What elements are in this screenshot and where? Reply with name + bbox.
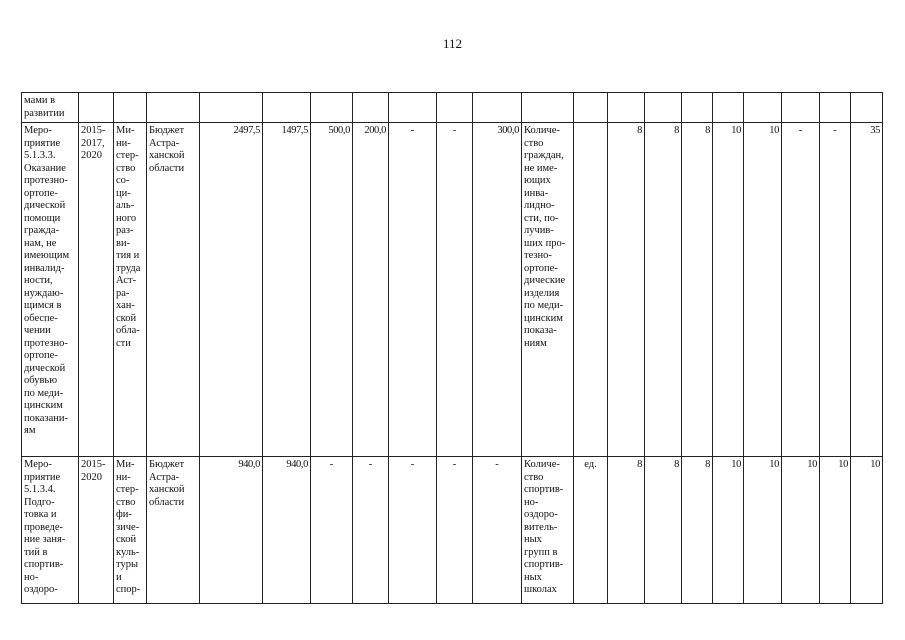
funding-source-cell: Бюджет Астра- ханской области [147,123,200,457]
period-cell: 2015- 2020 [79,457,114,604]
year-cell: - [389,457,437,604]
indicator-value-cell [744,93,782,123]
year-cell: - [473,457,522,604]
indicator-name-cell [522,93,574,123]
indicator-value-cell: 10 [851,457,883,604]
indicator-name-cell: Количе- ство спортив- но- оздоро- витель- ных групп в спортив- ных школах [522,457,574,604]
executor-cell: Ми- ни- стер- ство со- ци- aль- ного раз- ви- тия и труда Аст- ра- хан- ской обла- сти [114,123,147,457]
indicator-value-cell: 10 [713,457,744,604]
period-cell: 2015- 2017, 2020 [79,123,114,457]
executor-cell [114,93,147,123]
table-row-5-1-3-3 [22,123,883,457]
year-cell [473,93,522,123]
indicator-value-cell: - [782,123,820,457]
funding-source-cell [147,93,200,123]
indicator-value-cell [713,93,744,123]
indicator-value-cell: 10 [820,457,851,604]
indicator-value-cell [682,93,713,123]
total-cell: 2497,5 [200,123,263,457]
funding-source-cell: Бюджет Астра- ханской области [147,457,200,604]
indicator-value-cell: 10 [744,123,782,457]
total-cell [200,93,263,123]
year-cell [437,93,473,123]
indicator-value-cell [851,93,883,123]
total-cell: 940,0 [200,457,263,604]
year-cell: - [311,457,353,604]
year-cell: - [437,123,473,457]
year-cell: 500,0 [311,123,353,457]
indicator-value-cell: 8 [608,457,645,604]
year-cell: - [353,457,389,604]
year-cell [353,93,389,123]
indicator-value-cell: 8 [682,123,713,457]
unit-cell [574,93,608,123]
indicator-value-cell [608,93,645,123]
indicator-name-cell: Количе- ство граждан, не име- ющих инва- лидно- сти, по- лучив- ших про- тезно- ортопе- дические изделия по меди- цинским показа- ниям [522,123,574,457]
indicator-value-cell: - [820,123,851,457]
indicator-value-cell: 10 [782,457,820,604]
program-table [21,92,883,604]
indicator-value-cell [820,93,851,123]
indicator-value-cell [645,93,682,123]
indicator-value-cell: 10 [713,123,744,457]
table-row-5-1-3-4 [22,457,883,604]
indicator-value-cell: 8 [645,457,682,604]
year-cell [389,93,437,123]
unit-cell: ед. [574,457,608,604]
year-cell: 200,0 [353,123,389,457]
indicator-value-cell: 10 [744,457,782,604]
year-cell [311,93,353,123]
year-cell: 300,0 [473,123,522,457]
executor-cell: Ми- ни- стер- ство фи- зиче- ской куль- туры и спор- [114,457,147,604]
measure-name-cell: Меро- приятие 5.1.3.4. Подго- товка и проведе- ние заня- тий в спортив- но- оздоро- [22,457,79,604]
year-cell [263,93,311,123]
indicator-value-cell: 8 [608,123,645,457]
indicator-value-cell: 35 [851,123,883,457]
year-cell: - [389,123,437,457]
indicator-value-cell [782,93,820,123]
measure-name-cell: мами в развитии [22,93,79,123]
table-row-continuation [22,93,883,123]
indicator-value-cell: 8 [645,123,682,457]
year-cell: 940,0 [263,457,311,604]
indicator-value-cell: 8 [682,457,713,604]
year-cell: - [437,457,473,604]
measure-name-cell: Меро- приятие 5.1.3.3. Оказание протезно- ортопе- дической помощи гражда- нам, не имеющим инвалид- ности, нуждаю- щимся в обеспе- чении протезно- ортопе- дической обувью по меди- цинским показани- ям [22,123,79,457]
year-cell: 1497,5 [263,123,311,457]
unit-cell [574,123,608,457]
page-number: 112 [442,36,463,51]
period-cell [79,93,114,123]
